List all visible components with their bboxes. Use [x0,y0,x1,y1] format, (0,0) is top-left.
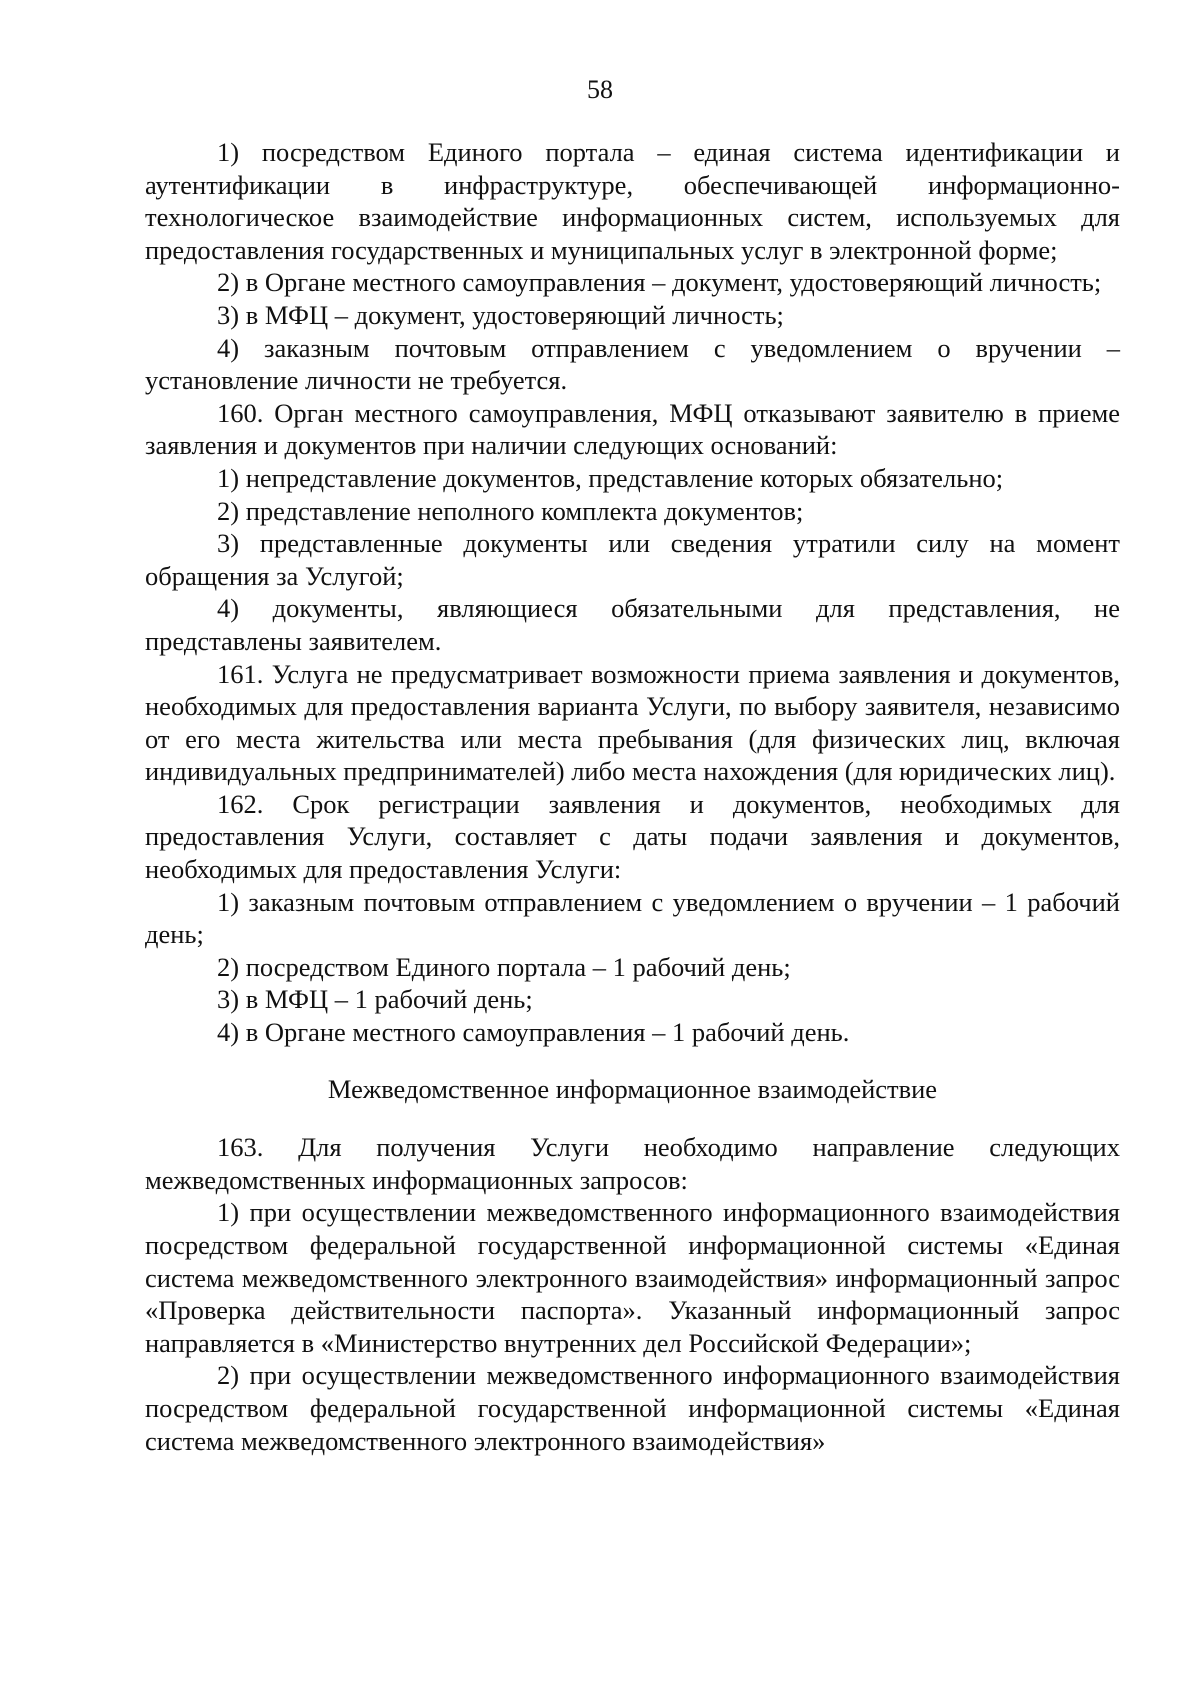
paragraph-162-item-3: 3) в МФЦ – 1 рабочий день; [217,984,533,1015]
paragraph-163: 163. Для получения Услуги необходимо направление следующих межведомственных информационных запросов: [145,1132,1120,1195]
paragraph-163-item-2: 2) при осуществлении межведомственного информационного взаимодействия посредством федеральной государственной информационной системы «Единая система межведомственного электронного взаимодействия» [145,1360,1120,1456]
paragraph-160-item-3: 3) представленные документы или сведения утратили силу на момент обращения за Услугой; [145,528,1120,591]
document-body [145,136,1120,1457]
paragraph-160: 160. Орган местного самоуправления, МФЦ отказывают заявителю в приеме заявления и документов при наличии следующих оснований: [145,397,1120,461]
paragraph-item-4-registered-mail: 4) заказным почтовым отправлением с уведомлением о вручении – установление личности не требуется. [145,332,1120,396]
page-number: 58 [587,75,613,104]
paragraph-160-item-2: 2) представление неполного комплекта документов; [217,495,804,526]
paragraph-162: 162. Срок регистрации заявления и документов, необходимых для предоставления Услуги, составляет с даты подачи заявления и документов, необходимых для предоставления Услуги: [145,788,1120,885]
paragraph-162-item-2: 2) посредством Единого портала – 1 рабочий день; [217,951,791,982]
paragraph-161: 161. Услуга не предусматривает возможности приема заявления и документов, необходимых для предоставления варианта Услуги, по выбору заявителя, независимо от его места жительства или места пребывания (для физических лиц, включая индивидуальных предпринимателей) либо места нахождения (для юридических лиц). [145,658,1120,787]
paragraph-162-item-1: 1) заказным почтовым отправлением с уведомлением о вручении – 1 рабочий день; [145,886,1120,950]
paragraph-item-2-local-authority: 2) в Органе местного самоуправления – документ, удостоверяющий личность; [217,267,1102,298]
paragraph-163-item-1: 1) при осуществлении межведомственного информационного взаимодействия посредством федеральной государственной информационной системы «Единая система межведомственного электронного взаимодействия» информационный запрос «Проверка действительности паспорта». Указанный информационный запрос направляется в «Министерство внутренних дел Российской Федерации»; [145,1197,1120,1358]
section-heading: Межведомственное информационное взаимодействие [327,1073,938,1104]
paragraph-item-3-mfc: 3) в МФЦ – документ, удостоверяющий личность; [217,299,784,330]
paragraph-160-item-4: 4) документы, являющиеся обязательными для представления, не представлены заявителем. [145,593,1120,656]
paragraph-item-1-portal: 1) посредством Единого портала – единая система идентификации и аутентификации в инфраструктуре, обеспечивающей информационно-технологическое взаимодействие информационных систем, используемых для предоставления государственных и муниципальных услуг в электронной форме; [145,137,1120,265]
paragraph-160-item-1: 1) непредставление документов, представление которых обязательно; [217,462,1004,493]
paragraph-162-item-4: 4) в Органе местного самоуправления – 1 рабочий день. [217,1017,850,1048]
